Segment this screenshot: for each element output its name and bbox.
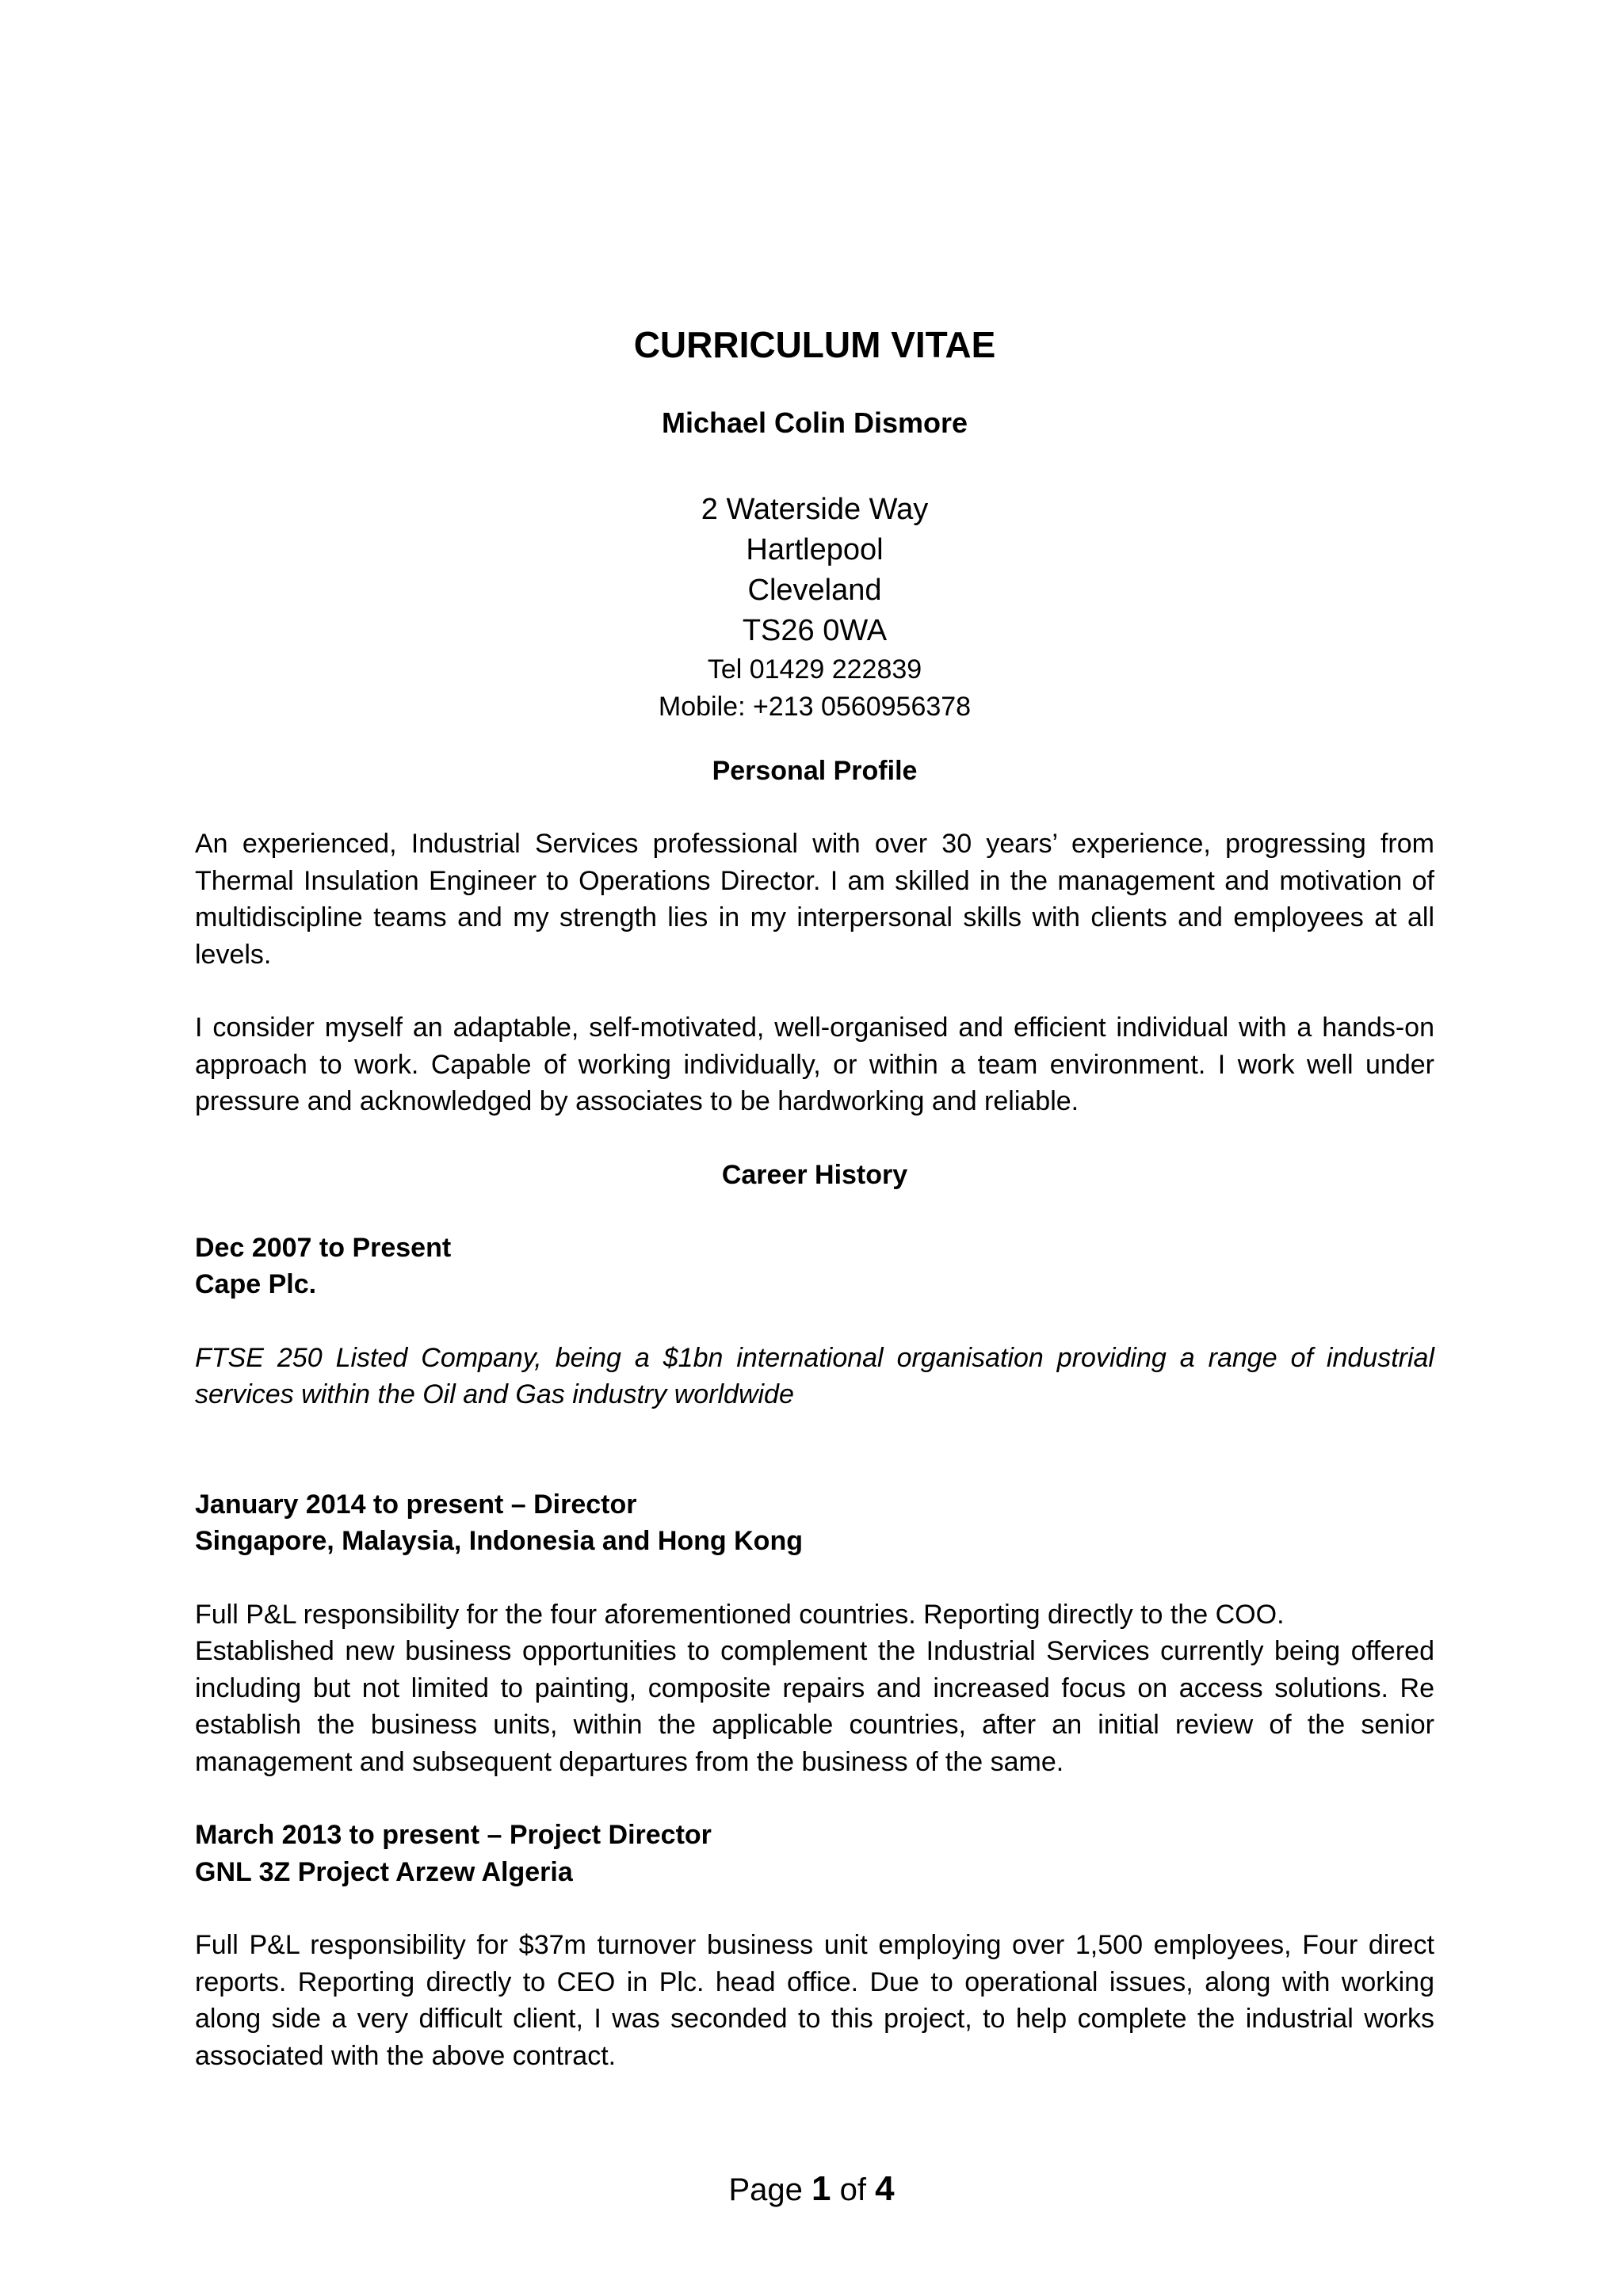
role-2-description: Full P&L responsibility for $37m turnover business unit employing over 1,500 employees, Four direct reports. Reporting directly to CEO in Plc. head office. Due to operational issues, along with working along side a very difficult client, I was seconded to this project, to help complete the industrial works associated with the above contract. (195, 1930, 1434, 2071)
telephone: Tel 01429 222839 (707, 654, 922, 685)
personal-profile-heading: Personal Profile (712, 756, 918, 786)
address-line-3: Cleveland (747, 574, 882, 607)
document-title: CURRICULUM VITAE (633, 324, 996, 365)
page-current: 1 (811, 2169, 831, 2208)
profile-paragraph-1: An experienced, Industrial Services professional with over 30 years’ experience, progressing from Thermal Insulation Engineer to Operations Director. I am skilled in the management and motivation of multidiscipline teams and my strength lies in my interpersonal skills with clients and employees at all levels. (195, 829, 1434, 970)
role-1-period: January 2014 to present – Director (195, 1489, 637, 1520)
career-history-heading: Career History (721, 1159, 908, 1190)
mobile: Mobile: +213 0560956378 (658, 692, 972, 722)
page-footer (0, 2169, 1623, 2210)
role-2-location: GNL 3Z Project Arzew Algeria (195, 1856, 573, 1887)
address-line-2: Hartlepool (746, 533, 884, 566)
employer-name: Cape Plc. (195, 1269, 317, 1299)
employer-description: FTSE 250 Listed Company, being a $1bn international organisation providing a range of industrial services within the Oil and Gas industry worldwide (195, 1342, 1434, 1409)
address-postcode: TS26 0WA (742, 614, 888, 647)
profile-paragraph-2: I consider myself an adaptable, self-motivated, well-organised and efficient individual with a hands-on approach to work. Capable of working individually, or within a team environment. I work well under pressure and acknowledged by associates to be hardworking and reliable. (195, 1013, 1434, 1116)
employer-period: Dec 2007 to Present (195, 1232, 452, 1263)
role-1-location: Singapore, Malaysia, Indonesia and Hong Kong (195, 1526, 803, 1556)
role-1-description: Established new business opportunities to complement the Industrial Services currently being offered including but not limited to painting, composite repairs and increased focus on access solutions. Re establish the business units, within the applicable countries, after an initial review of the senior management and subsequent departures from the business of the same. (195, 1636, 1434, 1777)
address-line-1: 2 Waterside Way (701, 493, 929, 526)
contact-block (195, 651, 1434, 726)
document-body (195, 317, 1434, 2074)
role-2-period: March 2013 to present – Project Director (195, 1820, 712, 1850)
of-label: of (839, 2172, 866, 2207)
address-block (195, 490, 1434, 651)
page-total: 4 (875, 2169, 895, 2208)
page-label: Page (728, 2172, 803, 2207)
role-1-summary: Full P&L responsibility for the four aforementioned countries. Reporting directly to the COO. (195, 1599, 1285, 1630)
candidate-name: Michael Colin Dismore (661, 406, 968, 439)
